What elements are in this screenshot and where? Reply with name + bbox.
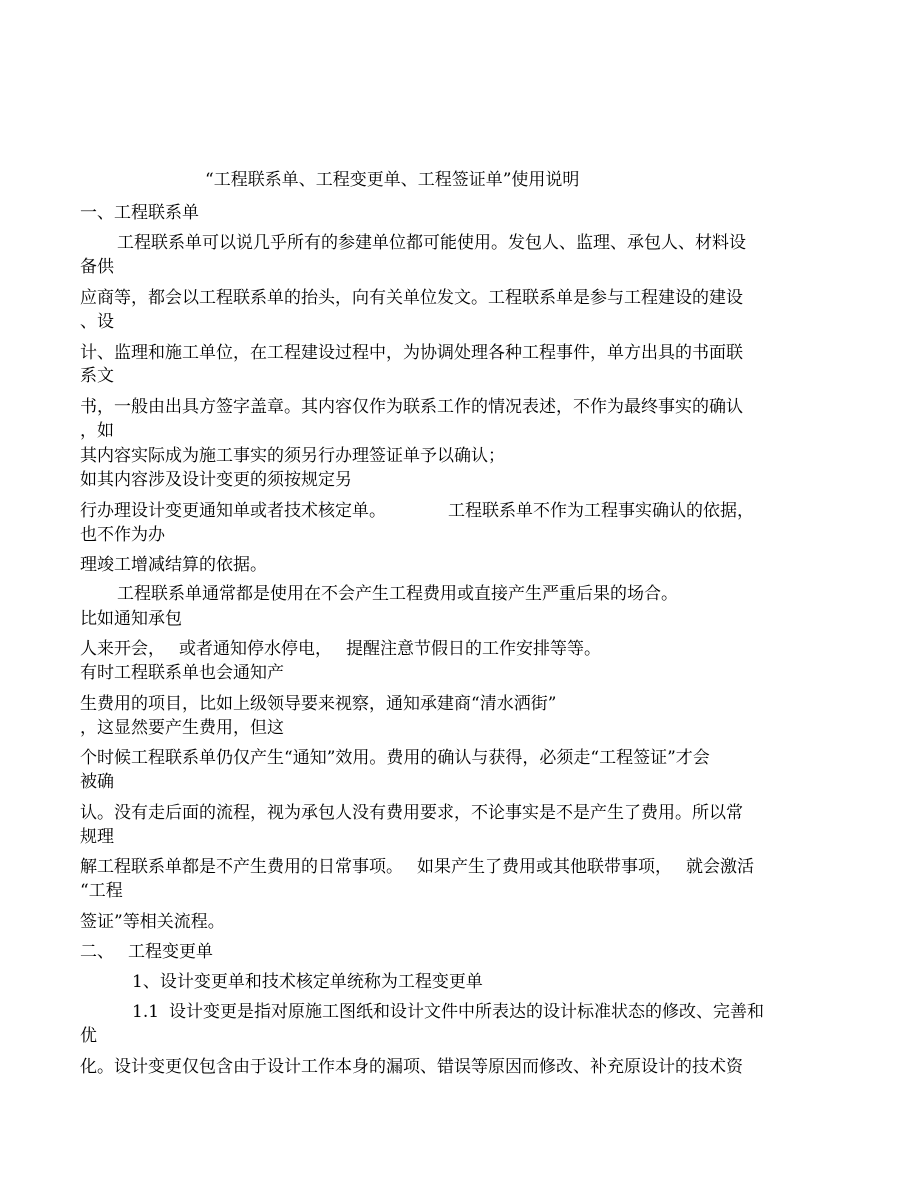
text-run: 解工程联系单都是不产生费用的日常事项。	[80, 857, 403, 877]
text-run: 就会激活	[686, 857, 754, 877]
text-run: 行办理设计变更通知单或者技术核定单。	[80, 501, 386, 521]
paragraph-line: 优	[80, 1026, 97, 1046]
paragraph-line: 工程联系单可以说几乎所有的参建单位都可能使用。发包人、监理、承包人、材料设	[117, 233, 746, 253]
paragraph-line	[132, 1002, 764, 1022]
paragraph-line	[80, 639, 601, 659]
paragraph-line: 认。没有走后面的流程，视为承包人没有费用要求，不论事实是不是产生了费用。所以常	[80, 803, 743, 823]
section-heading-1: 一、工程联系单	[80, 203, 199, 223]
paragraph-line: ，这显然要产生费用，但这	[80, 718, 284, 738]
text-run: 提醒注意节假日的工作安排等等。	[346, 639, 601, 659]
paragraph-line: 有时工程联系单也会通知产	[80, 663, 284, 683]
paragraph-line: 如其内容涉及设计变更的须按规定另	[80, 470, 352, 490]
paragraph-line: 备供	[80, 257, 114, 277]
paragraph-line: “工程	[80, 881, 123, 901]
text-run: 设计变更是指对原施工图纸和设计文件中所表达的设计标准状态的修改、完善和	[169, 1002, 765, 1022]
section-title: 工程变更单	[128, 942, 213, 962]
paragraph-line: ，如	[80, 421, 114, 441]
paragraph-line	[80, 857, 754, 877]
section-heading-2	[80, 942, 213, 962]
paragraph-line: 其内容实际成为施工事实的须另行办理签证单予以确认；	[80, 446, 505, 466]
text-run: 如果产生了费用或其他联带事项，	[417, 857, 672, 877]
text-run: 工程联系单不作为工程事实确认的依据，	[448, 501, 754, 521]
paragraph-line: 工程联系单通常都是使用在不会产生工程费用或直接产生严重后果的场合。	[117, 584, 678, 604]
subsection-heading: 1、设计变更单和技术核定单统称为工程变更单	[132, 972, 483, 992]
paragraph-line: 书，一般由出具方签字盖章。其内容仅作为联系工作的情况表述，不作为最终事实的确认	[80, 397, 743, 417]
paragraph-line: 签证”等相关流程。	[80, 912, 225, 932]
paragraph-line: 理竣工增减结算的依据。	[80, 555, 267, 575]
paragraph-line: 计、监理和施工单位，在工程建设过程中，为协调处理各种工程事件，单方出具的书面联	[80, 343, 743, 363]
paragraph-line: 个时候工程联系单仍仅产生“通知”效用。费用的确认与获得，必须走“工程签证”才会	[80, 748, 710, 768]
section-number: 二、	[80, 942, 114, 962]
paragraph-line: 也不作为办	[80, 525, 165, 545]
paragraph-line	[80, 501, 754, 521]
paragraph-line: 系文	[80, 366, 114, 386]
paragraph-line: 规理	[80, 827, 114, 847]
paragraph-line: 比如通知承包	[80, 609, 182, 629]
paragraph-line: 生费用的项目，比如上级领导要来视察，通知承建商“清水洒街”	[80, 694, 557, 714]
clause-number: 1.1	[132, 1002, 160, 1022]
text-run: 人来开会，	[80, 639, 165, 659]
paragraph-line: 化。设计变更仅包含由于设计工作本身的漏项、错误等原因而修改、补充原设计的技术资	[80, 1057, 743, 1077]
paragraph-line: 、设	[80, 312, 114, 332]
text-run: 或者通知停水停电，	[179, 639, 332, 659]
paragraph-line: 被确	[80, 772, 114, 792]
document-title: “工程联系单、工程变更单、工程签证单”使用说明	[205, 170, 580, 190]
paragraph-line: 应商等，都会以工程联系单的抬头，向有关单位发文。工程联系单是参与工程建设的建设	[80, 288, 743, 308]
